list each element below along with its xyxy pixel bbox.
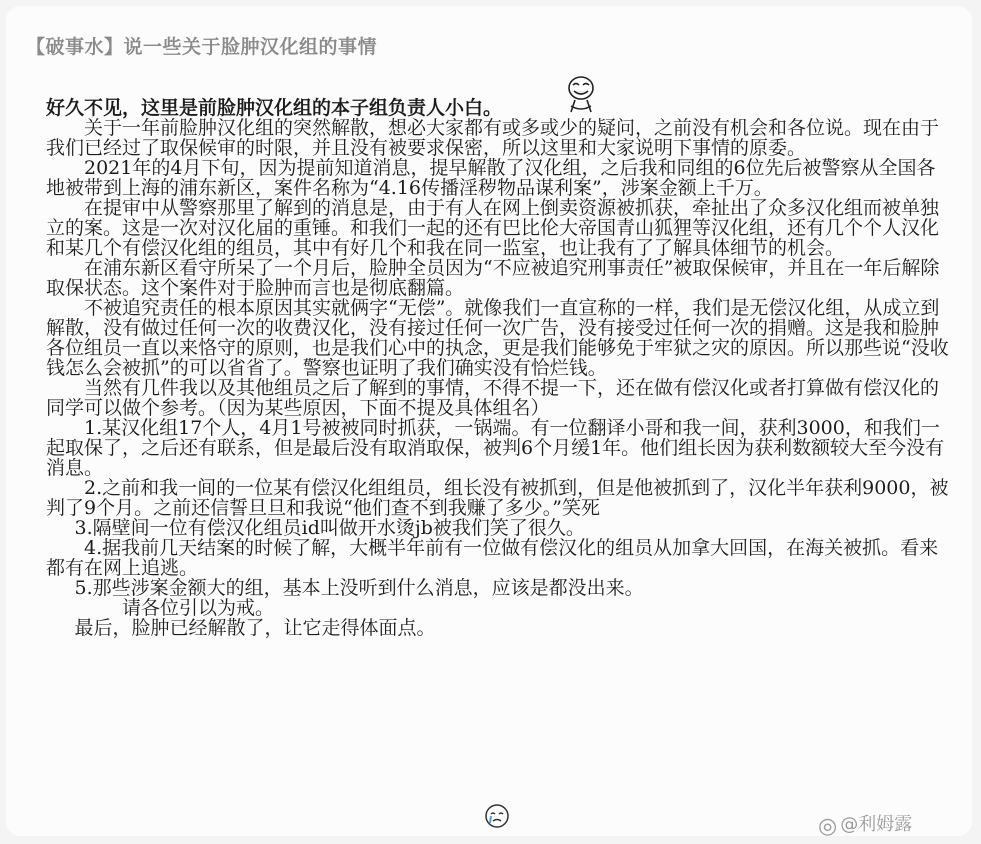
paragraph: 当然有几件我以及其他组员之后了解到的事情，不得不提一下，还在做有偿汉化或者打算做有偿汉化的同学可以做个参考。（因为某些原因，下面不提及具体组名） (46, 377, 940, 419)
post-title: 【破事水】说一些关于脸肿汉化组的事情 (26, 36, 378, 58)
list-item: 2.之前和我一间的一位某有偿汉化组组员，组长没有被抓到，但是他被抓到了，汉化半年获利9000，被判了9个月。之前还信誓旦旦和我说“他们查不到我赚了多少。”笑死 (46, 477, 949, 519)
post-card (6, 6, 972, 839)
watermark (818, 810, 912, 839)
list-item: 3.隔壁间一位有偿汉化组员id叫做开水烫jb被我们笑了很久。 (74, 517, 585, 539)
warning-line: 请各位引以为戒。 (122, 597, 275, 619)
post-body (46, 98, 951, 638)
list-item: 1.某汉化组17个人，4月1号被被同时抓获，一锅端。有一位翻译小哥和我一间，获利3000，和我们一起取保了，之后还有联系，但是最后没有取消取保，被判6个月缓1年。他们组长因为获利数额较大至今没有消息。 (46, 417, 945, 479)
paragraph: 在浦东新区看守所呆了一个月后，脸肿全员因为“不应被追究刑事责任”被取保候审，并且在一年后解除取保状态。这个案件对于脸肿而言也是彻底翻篇。 (46, 257, 940, 299)
greeting-line: 好久不见，这里是前脸肿汉化组的本子组负责人小白。 (46, 97, 503, 119)
list-item: 5.那些涉案金额大的组，基本上没听到什么消息，应该是都没出来。 (74, 577, 644, 599)
paragraph: 2021年的4月下旬，因为提前知道消息，提早解散了汉化组，之后我和同组的6位先后被警察从全国各地被带到上海的浦东新区，案件名称为“4.16传播淫秽物品谋利案”，涉案金额上千万。 (46, 157, 936, 199)
crying-face-emoji-icon (484, 803, 510, 829)
paragraph: 关于一年前脸肿汉化组的突然解散，想必大家都有或多或少的疑问，之前没有机会和各位说。现在由于我们已经过了取保候审的时限，并且没有被要求保密，所以这里和大家说明下事情的原委。 (46, 117, 940, 159)
list-item: 4.据我前几天结案的时候了解，大概半年前有一位做有偿汉化的组员从加拿大回国，在海关被抓。看来都有在网上追逃。 (46, 537, 939, 579)
paragraph: 不被追究责任的根本原因其实就俩字“无偿”。就像我们一直宣称的一样，我们是无偿汉化组，从成立到解散，没有做过任何一次的收费汉化，没有接过任何一次广告，没有接受过任何一次的捐赠。这是我和脸肿各位组员一直以来恪守的原则，也是我们心中的执念，更是我们能够免于牢狱之灾的原因。所以那些说“没收钱怎么会被抓”的可以省省了。警察也证明了我们确实没有恰烂钱。 (46, 297, 949, 379)
weibo-logo-icon: ◎ (818, 814, 838, 839)
closing-line: 最后，脸肿已经解散了，让它走得体面点。 (74, 617, 436, 639)
paragraph: 在提审中从警察那里了解到的消息是，由于有人在网上倒卖资源被抓获，牵扯出了众多汉化组而被单独立的案。这是一次对汉化届的重锤。和我们一起的还有巴比伦大帝国青山狐狸等汉化组，还有几个个人汉化和某几个有偿汉化组的组员，其中有好几个和我在同一监室，也让我有了了解具体细节的机会。 (46, 197, 940, 259)
watermark-text: @利姆露 (840, 814, 913, 835)
